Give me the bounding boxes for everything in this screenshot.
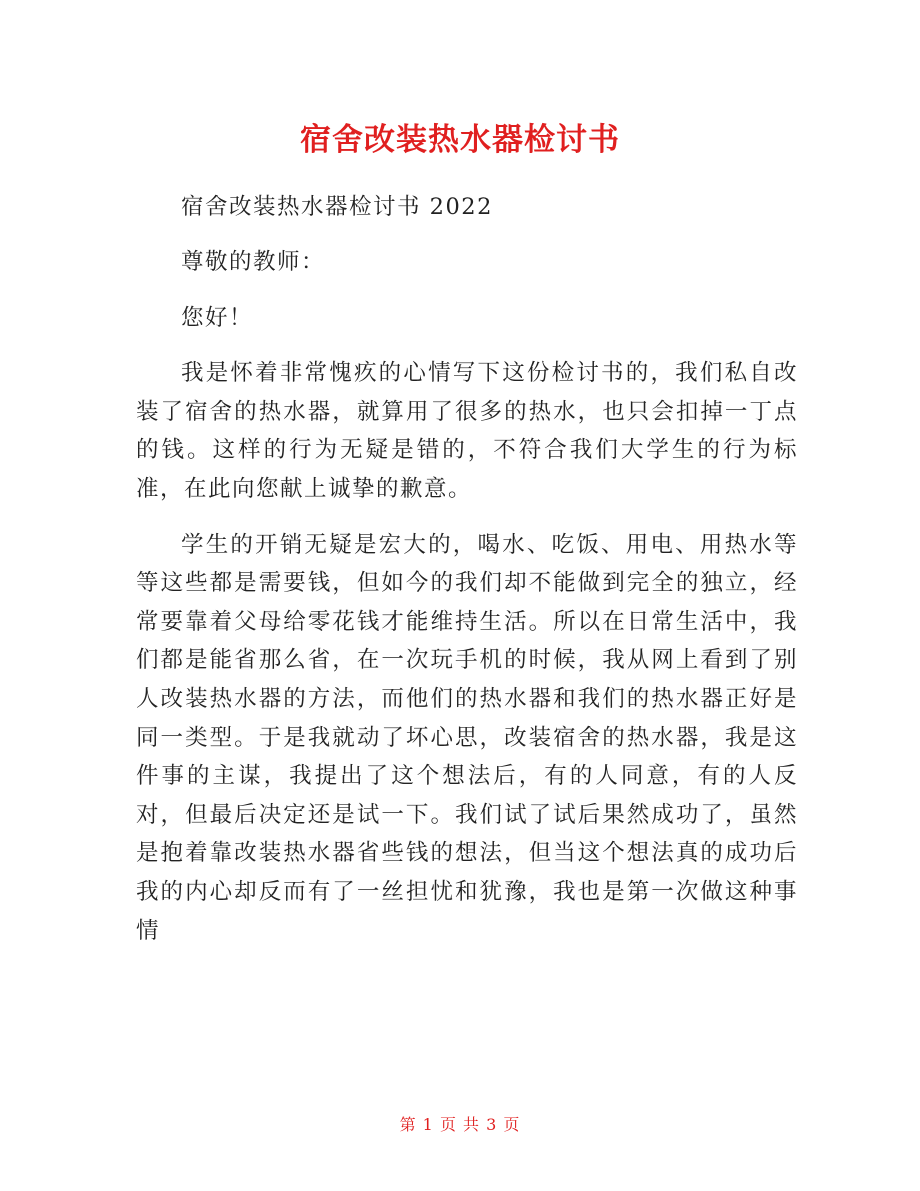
salutation: 尊敬的教师： (181, 249, 326, 276)
greeting: 您好！ (181, 304, 254, 331)
document-title: 宿舍改装热水器检讨书 (300, 122, 620, 158)
subtitle-line: 宿舍改装热水器检讨书 2022 (181, 194, 493, 220)
page-footer: 第 1 页 共 3 页 (399, 1115, 521, 1134)
paragraph-1: 我是怀着非常愧疚的心情写下这份检讨书的，我们私自改装了宿舍的热水器，就算用了很多的热水，也只会扣掉一丁点的钱。这样的行为无疑是错的，不符合我们大学生的行为标准，在此向您献上诚挚的歉意。 (136, 360, 798, 502)
document-body (136, 188, 798, 950)
paragraph-2: 学生的开销无疑是宏大的，喝水、吃饭、用电、用热水等等这些都是需要钱，但如今的我们却不能做到完全的独立，经常要靠着父母给零花钱才能维持生活。所以在日常生活中，我们都是能省那么省，在一次玩手机的时候，我从网上看到了别人改装热水器的方法，而他们的热水器和我们的热水器正好是同一类型。于是我就动了坏心思，改装宿舍的热水器，我是这件事的主谋，我提出了这个想法后，有的人同意，有的人反对，但最后决定还是试一下。我们试了试后果然成功了，虽然是抱着靠改装热水器省些钱的想法，但当这个想法真的成功后我的内心却反而有了一丝担忧和犹豫，我也是第一次做这种事情 (136, 531, 798, 944)
